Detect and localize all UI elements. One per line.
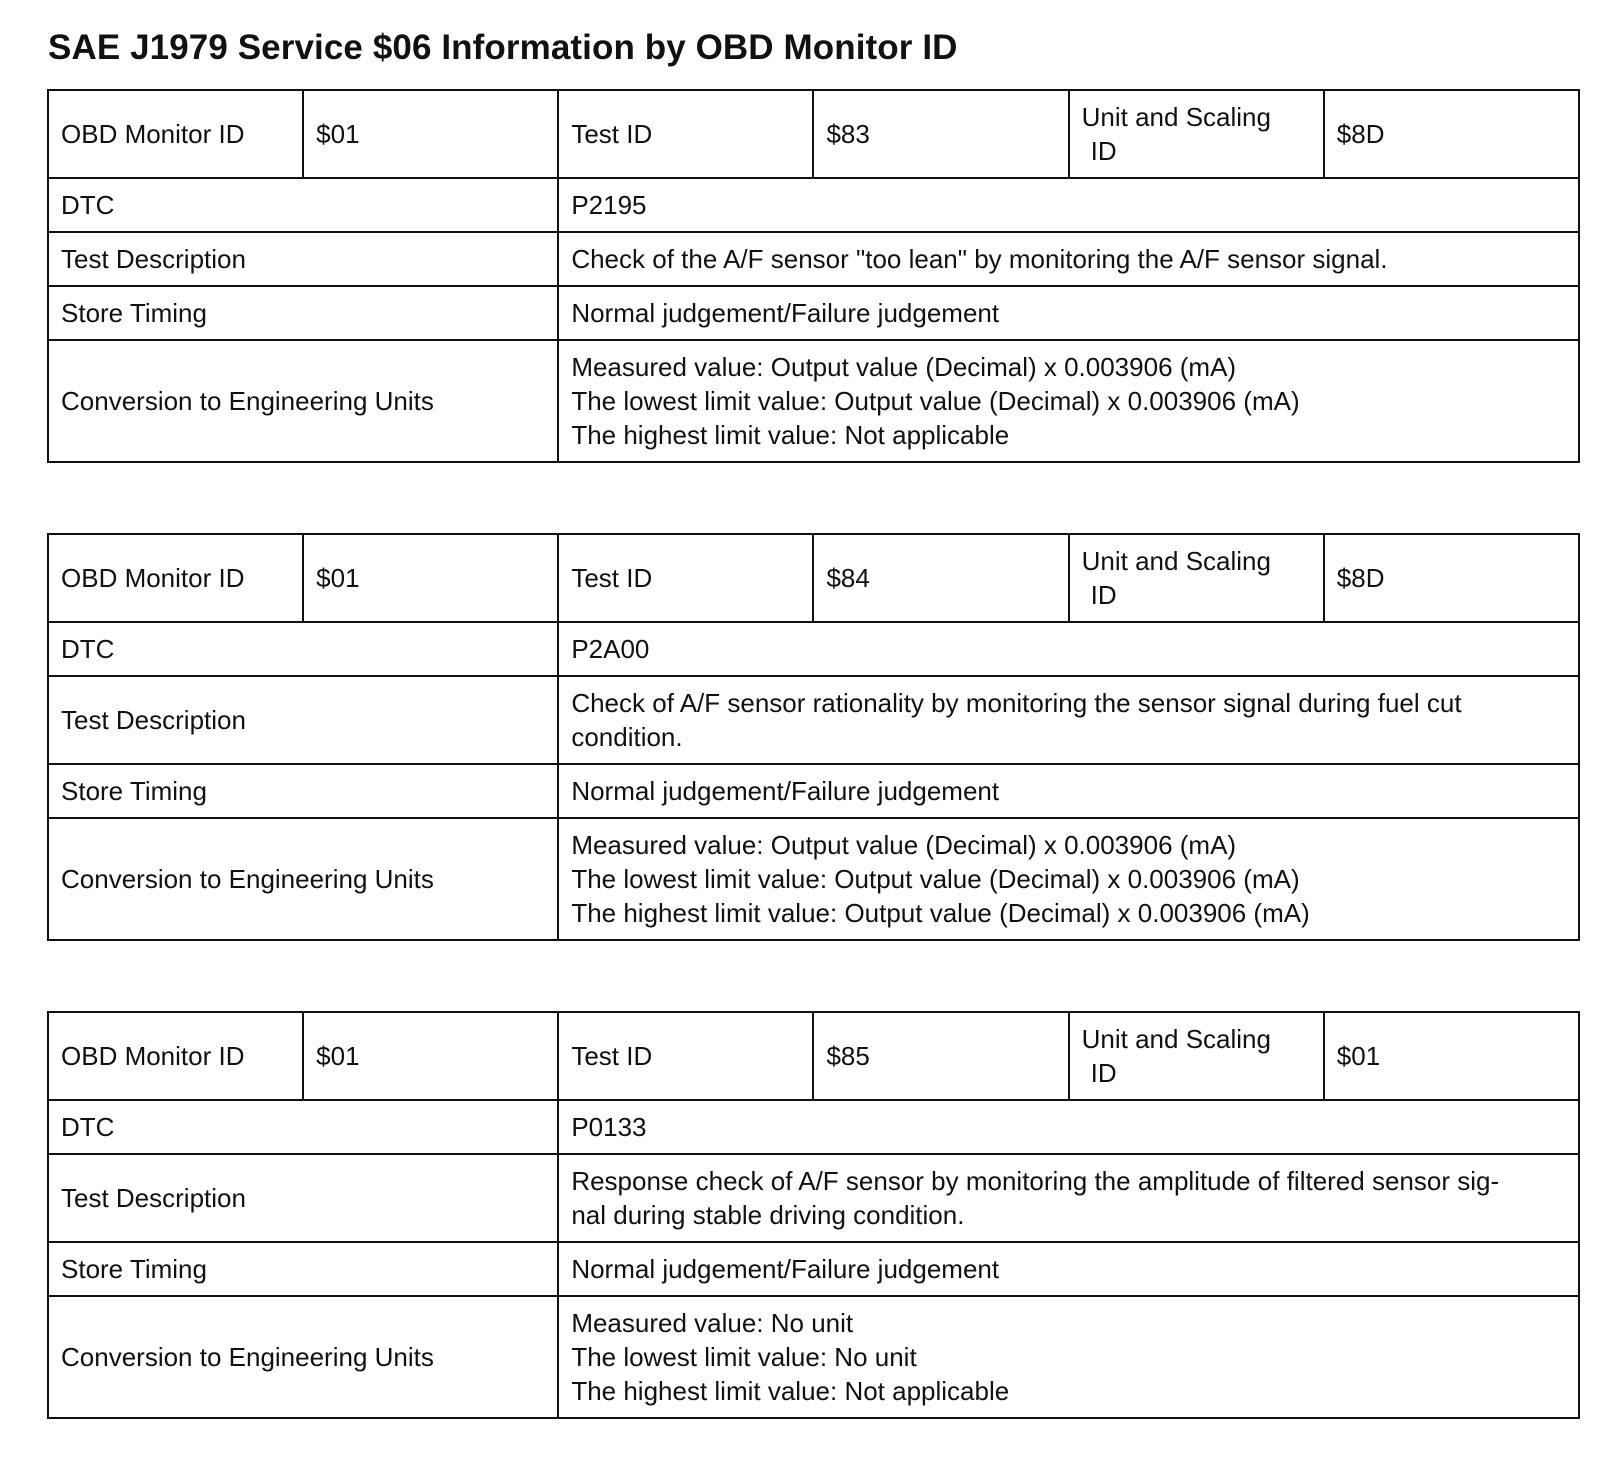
- conversion-line: The highest limit value: Not applicable: [571, 1376, 1010, 1406]
- dtc-label: DTC: [48, 178, 558, 232]
- dtc-value: P2A00: [558, 622, 1579, 676]
- unit-scaling-label-line: ID: [1090, 136, 1117, 166]
- unit-scaling-label-line: Unit and Scaling: [1081, 102, 1271, 132]
- store-timing-label: Store Timing: [48, 764, 558, 818]
- conversion-line: Measured value: No unit: [571, 1308, 854, 1338]
- store-timing-row: [48, 1242, 1579, 1296]
- description-row: [48, 232, 1579, 286]
- unit-scaling-label: [1069, 1012, 1324, 1100]
- description-line: nal during stable driving condition.: [571, 1200, 965, 1230]
- store-timing-value: Normal judgement/Failure judgement: [558, 1242, 1579, 1296]
- conversion-value: [558, 340, 1579, 462]
- conversion-value: [558, 1296, 1579, 1418]
- monitor-table-2: [47, 533, 1580, 941]
- page-title: SAE J1979 Service $06 Information by OBD Monitor ID: [48, 28, 958, 67]
- description-line: condition.: [571, 722, 683, 752]
- conversion-line: Measured value: Output value (Decimal) x 0.003906 (mA): [571, 830, 1237, 860]
- store-timing-label: Store Timing: [48, 286, 558, 340]
- conversion-label: Conversion to Engineering Units: [48, 1296, 558, 1418]
- unit-scaling-label-line: ID: [1090, 580, 1117, 610]
- dtc-row: [48, 1100, 1579, 1154]
- description-value: [558, 676, 1579, 764]
- dtc-label: DTC: [48, 1100, 558, 1154]
- description-value: [558, 1154, 1579, 1242]
- conversion-value: [558, 818, 1579, 940]
- unit-scaling-value: $8D: [1324, 534, 1579, 622]
- header-row: [48, 90, 1579, 178]
- monitor-id-label: OBD Monitor ID: [48, 1012, 303, 1100]
- conversion-label: Conversion to Engineering Units: [48, 340, 558, 462]
- test-id-value: $83: [813, 90, 1068, 178]
- conversion-label: Conversion to Engineering Units: [48, 818, 558, 940]
- store-timing-row: [48, 764, 1579, 818]
- unit-scaling-label-line: Unit and Scaling: [1081, 1024, 1271, 1054]
- conversion-line: The highest limit value: Output value (Decimal) x 0.003906 (mA): [571, 898, 1310, 928]
- monitor-id-value: $01: [303, 90, 558, 178]
- description-line: Check of A/F sensor rationality by monitoring the sensor signal during fuel cut: [571, 688, 1462, 718]
- conversion-line: Measured value: Output value (Decimal) x 0.003906 (mA): [571, 352, 1237, 382]
- test-id-value: $84: [813, 534, 1068, 622]
- conversion-line: The lowest limit value: Output value (Decimal) x 0.003906 (mA): [571, 864, 1300, 894]
- conversion-row: [48, 818, 1579, 940]
- test-id-value: $85: [813, 1012, 1068, 1100]
- conversion-line: The highest limit value: Not applicable: [571, 420, 1010, 450]
- store-timing-value: Normal judgement/Failure judgement: [558, 286, 1579, 340]
- description-label: Test Description: [48, 676, 558, 764]
- dtc-row: [48, 622, 1579, 676]
- header-row: [48, 1012, 1579, 1100]
- conversion-line: The lowest limit value: Output value (Decimal) x 0.003906 (mA): [571, 386, 1300, 416]
- dtc-value: P0133: [558, 1100, 1579, 1154]
- header-row: [48, 534, 1579, 622]
- dtc-row: [48, 178, 1579, 232]
- description-line: Response check of A/F sensor by monitoring the amplitude of filtered sensor sig-: [571, 1166, 1500, 1196]
- unit-scaling-value: $8D: [1324, 90, 1579, 178]
- monitor-id-label: OBD Monitor ID: [48, 534, 303, 622]
- conversion-row: [48, 1296, 1579, 1418]
- store-timing-label: Store Timing: [48, 1242, 558, 1296]
- monitor-id-value: $01: [303, 534, 558, 622]
- test-id-label: Test ID: [558, 90, 813, 178]
- description-label: Test Description: [48, 1154, 558, 1242]
- monitor-table-3: [47, 1011, 1580, 1419]
- description-row: [48, 1154, 1579, 1242]
- description-label: Test Description: [48, 232, 558, 286]
- dtc-label: DTC: [48, 622, 558, 676]
- unit-scaling-label-line: ID: [1090, 1058, 1117, 1088]
- monitor-id-value: $01: [303, 1012, 558, 1100]
- unit-scaling-label-line: Unit and Scaling: [1081, 546, 1271, 576]
- store-timing-row: [48, 286, 1579, 340]
- description-value: [558, 232, 1579, 286]
- conversion-line: The lowest limit value: No unit: [571, 1342, 917, 1372]
- store-timing-value: Normal judgement/Failure judgement: [558, 764, 1579, 818]
- test-id-label: Test ID: [558, 1012, 813, 1100]
- unit-scaling-value: $01: [1324, 1012, 1579, 1100]
- monitor-id-label: OBD Monitor ID: [48, 90, 303, 178]
- dtc-value: P2195: [558, 178, 1579, 232]
- test-id-label: Test ID: [558, 534, 813, 622]
- unit-scaling-label: [1069, 534, 1324, 622]
- description-line: Check of the A/F sensor "too lean" by monitoring the A/F sensor signal.: [571, 244, 1388, 274]
- monitor-table-1: [47, 89, 1580, 463]
- description-row: [48, 676, 1579, 764]
- conversion-row: [48, 340, 1579, 462]
- unit-scaling-label: [1069, 90, 1324, 178]
